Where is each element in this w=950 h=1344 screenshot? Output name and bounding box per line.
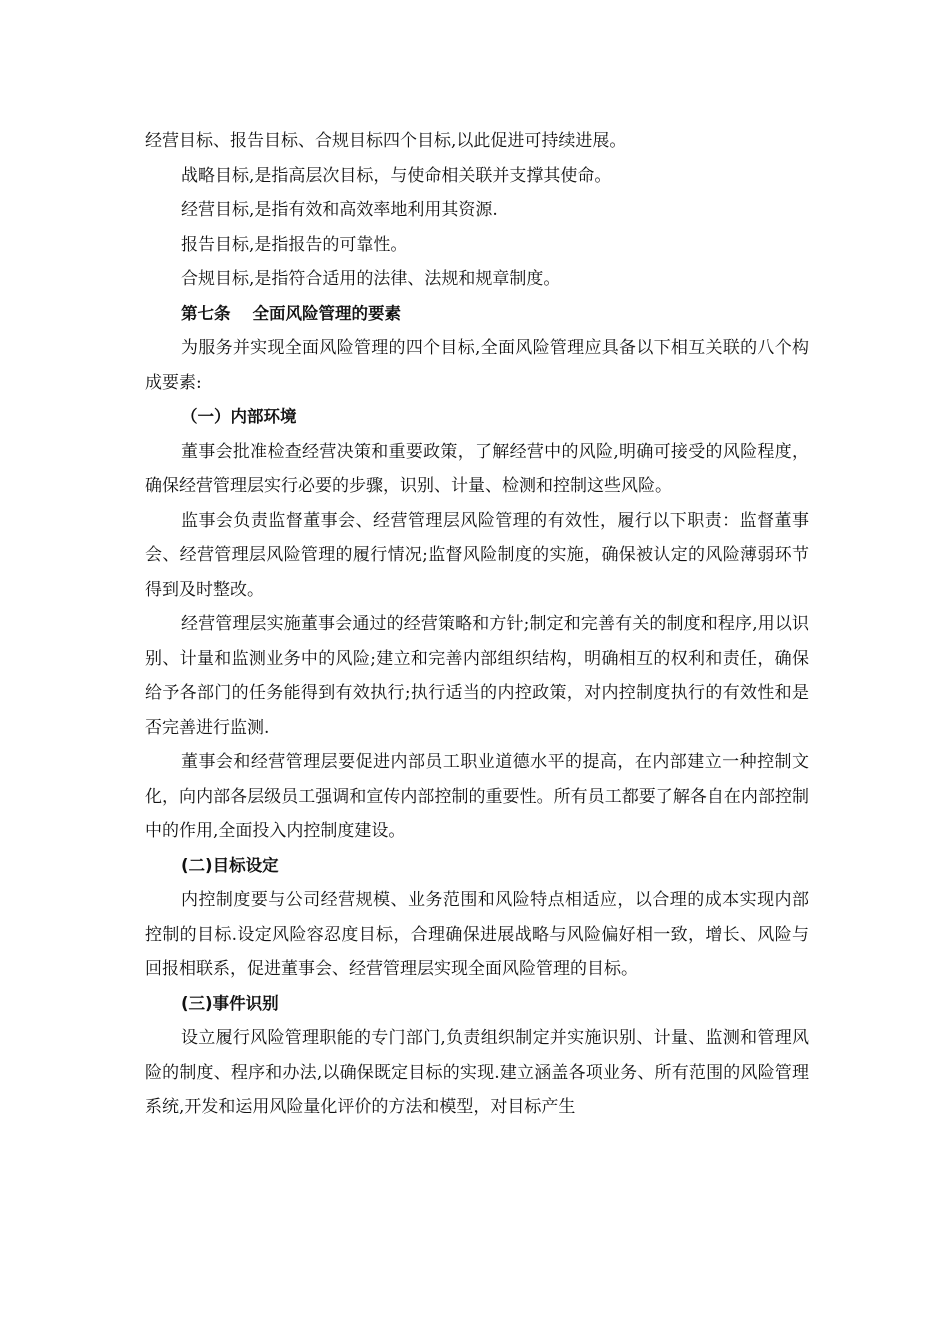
section-heading: (三)事件识别 — [181, 993, 279, 1013]
section-heading: （一）内部环境 — [181, 407, 297, 426]
paragraph: 经营目标,是指有效和高效率地利用其资源. — [181, 200, 498, 220]
paragraph: 合规目标,是指符合适用的法律、法规和规章制度。 — [181, 269, 561, 289]
paragraph: 监事会负责监督董事会、经营管理层风险管理的有效性，履行以下职责：监督董事会、经营管理层风险管理的履行情况;监督风险制度的实施，确保被认定的风险薄弱环节得到及时整改。 — [145, 510, 809, 600]
paragraph: 董事会批准检查经营决策和重要政策，了解经营中的风险,明确可接受的风险程度，确保经营管理层实行必要的步骤，识别、计量、检测和控制这些风险。 — [145, 441, 809, 496]
paragraph: 经营目标、报告目标、合规目标四个目标,以此促进可持续进展。 — [145, 131, 627, 151]
article-number: 第七条 — [181, 303, 231, 323]
section-heading: (二)目标设定 — [181, 855, 279, 875]
article-heading — [145, 297, 809, 332]
paragraph: 内控制度要与公司经营规模、业务范围和风险特点相适应，以合理的成本实现内部控制的目标.设定风险容忍度目标，合理确保进展战略与风险偏好相一致，增长、风险与回报相联系，促进董事会、经营管理层实现全面风险管理的目标。 — [145, 890, 809, 979]
paragraph: 经营管理层实施董事会通过的经营策略和方针;制定和完善有关的制度和程序,用以识别、计量和监测业务中的风险;建立和完善内部组织结构，明确相互的权利和责任，确保给予各部门的任务能得到有效执行;执行适当的内控政策，对内控制度执行的有效性和是否完善进行监测. — [145, 614, 809, 738]
paragraph: 董事会和经营管理层要促进内部员工职业道德水平的提高，在内部建立一种控制文化，向内部各层级员工强调和宣传内部控制的重要性。所有员工都要了解各自在内部控制中的作用,全面投入内控制度建设。 — [145, 752, 809, 841]
paragraph: 设立履行风险管理职能的专门部门,负责组织制定并实施识别、计量、监测和管理风险的制度、程序和办法,以确保既定目标的实现.建立涵盖各项业务、所有范围的风险管理系统,开发和运用风险量化评价的方法和模型，对目标产生 — [145, 1028, 809, 1117]
article-title: 全面风险管理的要素 — [252, 303, 401, 323]
paragraph: 为服务并实现全面风险管理的四个目标,全面风险管理应具备以下相互关联的八个构成要素: — [145, 338, 809, 393]
document-body — [145, 124, 809, 1125]
paragraph: 报告目标,是指报告的可靠性。 — [181, 234, 408, 255]
paragraph: 战略目标,是指高层次目标，与使命相关联并支撑其使命。 — [181, 165, 612, 186]
